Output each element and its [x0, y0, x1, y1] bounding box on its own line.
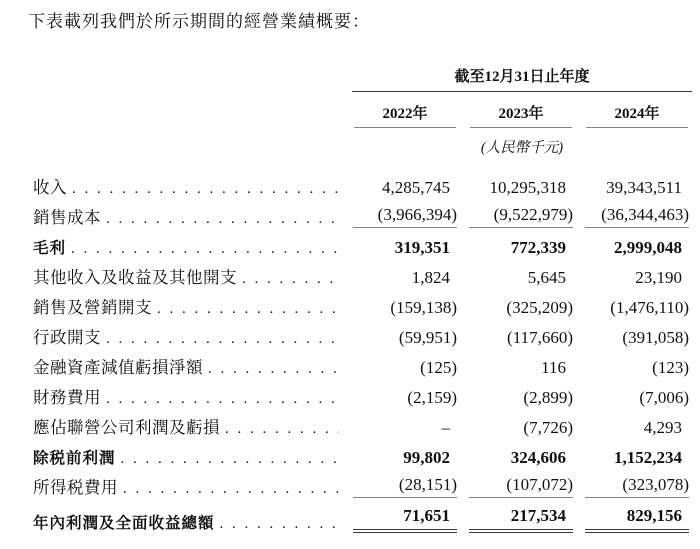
- value-cell: [461, 502, 577, 537]
- value-text: 116: [541, 358, 566, 377]
- row-label: 銷售及營銷開支: [33, 298, 152, 317]
- year-column-header: [345, 93, 461, 129]
- row-label: 除税前利潤: [33, 450, 116, 467]
- unit-note-row: [33, 129, 693, 172]
- value-text: (391,058): [622, 328, 689, 347]
- value-cell: [577, 412, 693, 442]
- value-text: 319,351: [394, 238, 450, 257]
- row-label: 財務費用: [33, 388, 101, 407]
- dot-leader: [208, 360, 339, 378]
- value-text: (123): [652, 358, 689, 377]
- value-cell: [461, 292, 577, 322]
- value-cell: [461, 412, 577, 442]
- table-row: [33, 292, 693, 322]
- table-row: [33, 232, 693, 262]
- value-text: 772,339: [510, 238, 566, 257]
- value-text: (107,072): [506, 475, 573, 494]
- table-row: [33, 502, 693, 537]
- value-cell: [577, 442, 693, 472]
- value-cell: [577, 172, 693, 202]
- value-text: 1,152,234: [614, 448, 682, 467]
- value-cell: [345, 472, 461, 502]
- period-header-row: [33, 58, 693, 93]
- row-label-cell: [33, 382, 345, 412]
- unit-note: (人民幣千元): [480, 140, 564, 156]
- value-cell: [577, 382, 693, 412]
- dot-leader: [242, 270, 339, 288]
- value-cell: [345, 382, 461, 412]
- value-cell: [345, 442, 461, 472]
- value-text: (2,899): [523, 388, 573, 407]
- table-body: [33, 172, 693, 537]
- value-cell: [577, 352, 693, 382]
- value-cell: [461, 232, 577, 262]
- row-label-cell: [33, 472, 345, 502]
- header-spacer: [33, 93, 345, 129]
- value-text: 217,534: [510, 506, 566, 525]
- table-row: [33, 172, 693, 202]
- row-label-cell: [33, 292, 345, 322]
- value-text: 99,802: [403, 448, 450, 467]
- dot-leader: [121, 450, 339, 468]
- value-cell: [461, 352, 577, 382]
- year-label: 2022年: [354, 94, 456, 128]
- row-label: 行政開支: [33, 328, 101, 347]
- value-cell: [461, 472, 577, 502]
- row-label-cell: [33, 442, 345, 472]
- value-text: (3,966,394): [377, 205, 457, 224]
- value-cell: [577, 262, 693, 292]
- value-text: 324,606: [510, 448, 566, 467]
- value-cell: [577, 322, 693, 352]
- dot-leader: [106, 210, 339, 228]
- row-label: 應佔聯營公司利潤及虧損: [33, 418, 220, 437]
- value-cell: [345, 232, 461, 262]
- table-row: [33, 442, 693, 472]
- dot-leader: [123, 480, 339, 498]
- value-cell: [345, 502, 461, 537]
- value-text: 71,651: [403, 506, 450, 525]
- value-cell: [577, 292, 693, 322]
- value-text: (59,951): [398, 328, 457, 347]
- value-text: –: [441, 418, 450, 437]
- value-text: 4,293: [643, 418, 682, 437]
- value-text: (1,476,110): [610, 298, 689, 317]
- value-text: (7,006): [639, 388, 689, 407]
- value-text: (36,344,463): [601, 205, 689, 224]
- value-text: 39,343,511: [606, 178, 682, 197]
- row-label-cell: [33, 502, 345, 537]
- row-label: 收入: [33, 178, 67, 197]
- dot-leader: [106, 330, 339, 348]
- header-spacer: [33, 58, 345, 93]
- value-text: 829,156: [626, 506, 682, 525]
- table-row: [33, 202, 693, 232]
- table-row: [33, 322, 693, 352]
- year-column-header: [577, 93, 693, 129]
- row-label-cell: [33, 352, 345, 382]
- value-text: (125): [420, 358, 457, 377]
- row-label: 年內利潤及全面收益總額: [33, 515, 215, 532]
- header-spacer: [33, 129, 345, 172]
- value-cell: [577, 502, 693, 537]
- row-label-cell: [33, 202, 345, 232]
- row-label: 銷售成本: [33, 208, 101, 227]
- value-text: 1,824: [411, 268, 450, 287]
- table-row: [33, 382, 693, 412]
- row-label: 金融資產減值虧損淨額: [33, 358, 203, 377]
- row-label-cell: [33, 322, 345, 352]
- value-cell: [461, 172, 577, 202]
- table-row: [33, 412, 693, 442]
- row-label-cell: [33, 172, 345, 202]
- value-cell: [577, 232, 693, 262]
- period-header-cell: [345, 58, 693, 93]
- value-text: (9,522,979): [493, 205, 573, 224]
- dot-leader: [220, 515, 339, 533]
- dot-leader: [106, 390, 339, 408]
- value-cell: [345, 202, 461, 232]
- dot-leader: [71, 240, 339, 258]
- table-header: [33, 58, 693, 172]
- value-text: 23,190: [635, 268, 682, 287]
- value-text: (2,159): [407, 388, 457, 407]
- year-header-row: [33, 93, 693, 129]
- row-label-cell: [33, 232, 345, 262]
- row-label-cell: [33, 412, 345, 442]
- year-label: 2023年: [470, 94, 572, 128]
- intro-text: 下表載列我們於所示期間的經營業績概要：: [28, 12, 370, 31]
- operating-results-table: [33, 58, 693, 537]
- value-cell: [577, 202, 693, 232]
- year-label: 2024年: [586, 94, 688, 128]
- year-column-header: [461, 93, 577, 129]
- dot-leader: [157, 300, 339, 318]
- row-label: 其他收入及收益及其他開支: [33, 268, 237, 287]
- value-cell: [577, 472, 693, 502]
- table-row: [33, 472, 693, 502]
- table-row: [33, 262, 693, 292]
- period-header: 截至12月31日止年度: [352, 59, 692, 92]
- row-label: 所得税費用: [33, 478, 118, 497]
- value-cell: [461, 322, 577, 352]
- table-row: [33, 352, 693, 382]
- dot-leader: [225, 420, 339, 438]
- value-text: (117,660): [507, 328, 573, 347]
- value-text: (159,138): [390, 298, 457, 317]
- value-text: 10,295,318: [489, 178, 566, 197]
- value-cell: [345, 172, 461, 202]
- value-text: (28,151): [398, 475, 457, 494]
- value-cell: [345, 322, 461, 352]
- value-text: (323,078): [622, 475, 689, 494]
- value-cell: [461, 202, 577, 232]
- value-cell: [461, 442, 577, 472]
- value-cell: [345, 352, 461, 382]
- value-cell: [345, 292, 461, 322]
- row-label-cell: [33, 262, 345, 292]
- value-cell: [345, 412, 461, 442]
- row-label: 毛利: [33, 240, 67, 257]
- value-text: 4,285,745: [382, 178, 450, 197]
- value-text: (7,726): [523, 418, 573, 437]
- value-text: (325,209): [506, 298, 573, 317]
- dot-leader: [72, 180, 339, 198]
- value-cell: [461, 262, 577, 292]
- value-text: 2,999,048: [614, 238, 682, 257]
- value-text: 5,645: [527, 268, 566, 287]
- unit-note-cell: [345, 129, 693, 172]
- value-cell: [461, 382, 577, 412]
- value-cell: [345, 262, 461, 292]
